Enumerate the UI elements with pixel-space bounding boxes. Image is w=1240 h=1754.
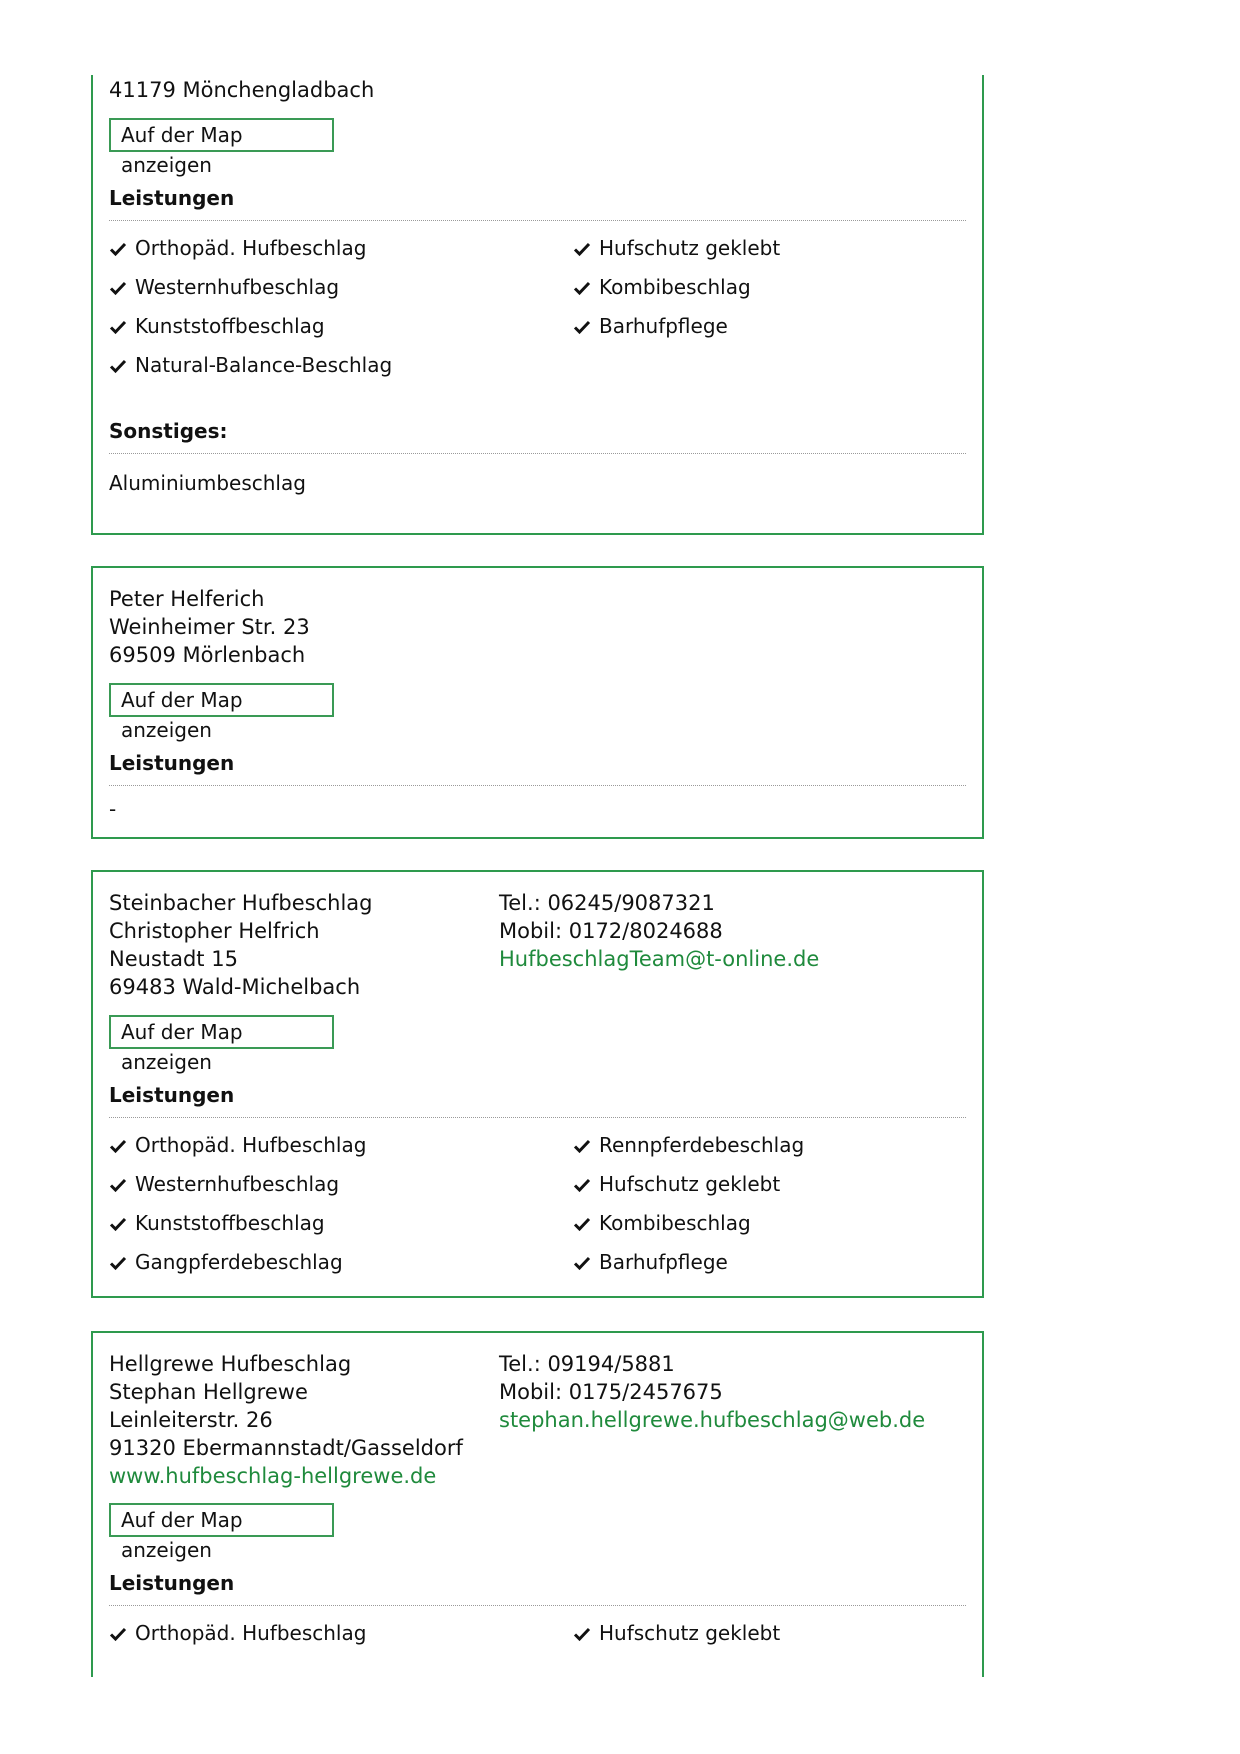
mobile: Mobil: 0175/2457675: [499, 1380, 723, 1404]
provider-card-4: [91, 1331, 984, 1677]
address-block: [109, 1350, 463, 1490]
mobile: Mobil: 0172/8024688: [499, 919, 723, 943]
check-icon: [109, 1211, 135, 1235]
contact-block: [499, 889, 819, 973]
check-icon: [109, 275, 135, 299]
check-icon: [109, 1172, 135, 1196]
address-name: Stephan Hellgrewe: [109, 1380, 308, 1404]
email-link[interactable]: HufbeschlagTeam@t-online.de: [499, 947, 820, 971]
service-item: Rennpferdebeschlag: [573, 1133, 804, 1157]
check-icon: [109, 1621, 135, 1645]
address-city: 69509 Mörlenbach: [109, 643, 306, 667]
show-on-map-button[interactable]: Auf der Map anzeigen: [109, 683, 334, 717]
address-company: Hellgrewe Hufbeschlag: [109, 1352, 352, 1376]
address-city: 41179 Mönchengladbach: [109, 78, 375, 102]
provider-card-1: [91, 75, 984, 535]
service-item: Westernhufbeschlag: [109, 275, 339, 299]
service-item: Natural-Balance-Beschlag: [109, 353, 392, 377]
service-item: Orthopäd. Hufbeschlag: [109, 236, 366, 260]
email-link[interactable]: stephan.hellgrewe.hufbeschlag@web.de: [499, 1408, 926, 1432]
address-street: Leinleiterstr. 26: [109, 1408, 273, 1432]
address-block: [109, 76, 374, 104]
check-icon: [109, 1133, 135, 1157]
services-empty: -: [109, 797, 117, 821]
service-item: Hufschutz geklebt: [573, 236, 780, 260]
show-on-map-button[interactable]: Auf der Map anzeigen: [109, 118, 334, 152]
service-item: Kombibeschlag: [573, 275, 751, 299]
check-icon: [573, 1133, 599, 1157]
services-heading: Leistungen: [109, 186, 235, 210]
check-icon: [573, 1172, 599, 1196]
divider: [109, 453, 966, 454]
provider-card-3: [91, 870, 984, 1298]
service-item: Barhufpflege: [573, 314, 728, 338]
check-icon: [573, 1250, 599, 1274]
services-heading: Leistungen: [109, 1083, 235, 1107]
check-icon: [109, 314, 135, 338]
address-city: 91320 Ebermannstadt/Gasseldorf: [109, 1436, 463, 1460]
address-company: Steinbacher Hufbeschlag: [109, 891, 373, 915]
services-heading: Leistungen: [109, 751, 235, 775]
phone: Tel.: 06245/9087321: [499, 891, 715, 915]
service-item: Hufschutz geklebt: [573, 1621, 780, 1645]
service-item: Orthopäd. Hufbeschlag: [109, 1133, 366, 1157]
service-item: Hufschutz geklebt: [573, 1172, 780, 1196]
address-block: [109, 889, 372, 1001]
address-name: Christopher Helfrich: [109, 919, 320, 943]
services-heading: Leistungen: [109, 1571, 235, 1595]
other-heading: Sonstiges:: [109, 419, 228, 443]
service-item: Westernhufbeschlag: [109, 1172, 339, 1196]
check-icon: [109, 353, 135, 377]
service-item: Barhufpflege: [573, 1250, 728, 1274]
address-block: [109, 585, 310, 669]
service-item: Kombibeschlag: [573, 1211, 751, 1235]
provider-card-2: [91, 566, 984, 839]
service-item: Gangpferdebeschlag: [109, 1250, 343, 1274]
address-city: 69483 Wald-Michelbach: [109, 975, 361, 999]
check-icon: [573, 314, 599, 338]
address-street: Neustadt 15: [109, 947, 238, 971]
check-icon: [109, 1250, 135, 1274]
service-item: Kunststoffbeschlag: [109, 1211, 325, 1235]
show-on-map-button[interactable]: Auf der Map anzeigen: [109, 1015, 334, 1049]
divider: [109, 220, 966, 221]
service-item: Kunststoffbeschlag: [109, 314, 325, 338]
check-icon: [573, 275, 599, 299]
contact-block: [499, 1350, 925, 1434]
check-icon: [573, 1211, 599, 1235]
divider: [109, 785, 966, 786]
check-icon: [573, 236, 599, 260]
website-link[interactable]: www.hufbeschlag-hellgrewe.de: [109, 1464, 437, 1488]
show-on-map-button[interactable]: Auf der Map anzeigen: [109, 1503, 334, 1537]
divider: [109, 1605, 966, 1606]
divider: [109, 1117, 966, 1118]
other-text: Aluminiumbeschlag: [109, 471, 306, 495]
address-name: Peter Helferich: [109, 587, 265, 611]
service-item: Orthopäd. Hufbeschlag: [109, 1621, 366, 1645]
check-icon: [573, 1621, 599, 1645]
address-street: Weinheimer Str. 23: [109, 615, 310, 639]
check-icon: [109, 236, 135, 260]
phone: Tel.: 09194/5881: [499, 1352, 675, 1376]
